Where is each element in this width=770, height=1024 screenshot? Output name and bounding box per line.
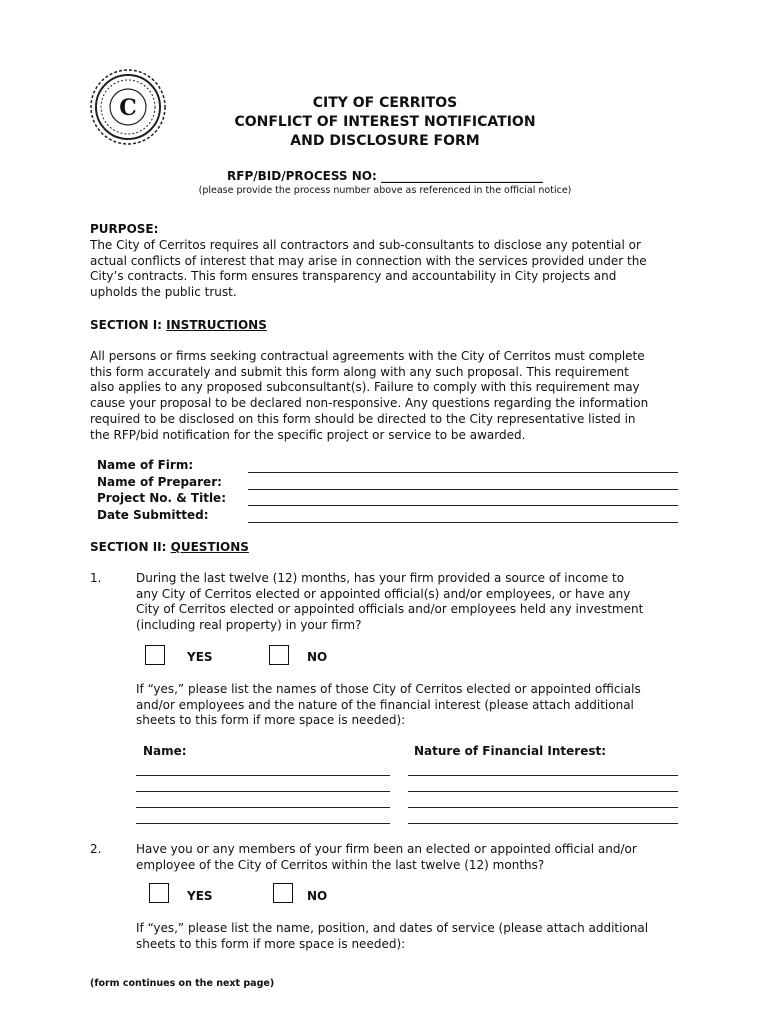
form-title-line2: CONFLICT OF INTEREST NOTIFICATION	[234, 114, 536, 130]
q1-interest-field-1[interactable]	[408, 775, 678, 776]
section1-heading: SECTION I: INSTRUCTIONS	[90, 318, 267, 332]
q1-no-label: NO	[307, 650, 328, 664]
q1-yes-checkbox[interactable]	[145, 645, 165, 665]
q1-name-column-label: Name:	[143, 744, 187, 758]
q2-no-label: NO	[307, 889, 328, 903]
purpose-text: The City of Cerritos requires all contractors and sub-consultants to disclose any potential or actual conflicts of interest that may arise in connection with the services provided under the City’s contracts. This form ensures transparency and accountability in City projects and upholds the public trust.	[90, 238, 647, 300]
section2-heading: SECTION II: QUESTIONS	[90, 540, 249, 554]
rfp-process-number-field[interactable]: RFP/BID/PROCESS NO: ___________________________	[227, 169, 543, 183]
q1-name-field-2[interactable]	[136, 791, 390, 792]
q2-text: Have you or any members of your firm been an elected or appointed official and/or employee of the City of Cerritos within the last twelve (12) months?	[136, 842, 637, 872]
purpose-heading: PURPOSE:	[90, 222, 159, 236]
q2-yes-checkbox[interactable]	[149, 883, 169, 903]
seal-letter: C	[119, 95, 137, 121]
q1-followup-text: If “yes,” please list the names of those City of Cerritos elected or appointed officials and/or employees and the nature of the financial interest (please attach additional sheets to this form if more space is needed):	[136, 682, 641, 728]
firm-name-field[interactable]	[248, 472, 678, 473]
city-seal-logo	[88, 67, 168, 147]
q1-interest-field-3[interactable]	[408, 807, 678, 808]
firm-name-label: Name of Firm:	[97, 458, 194, 472]
form-continues-note: (form continues on the next page)	[90, 978, 275, 989]
q1-name-field-3[interactable]	[136, 807, 390, 808]
date-submitted-field[interactable]	[248, 522, 678, 523]
q1-interest-field-2[interactable]	[408, 791, 678, 792]
q1-text: During the last twelve (12) months, has your firm provided a source of income to any City of Cerritos elected or appointed official(s) and/or employees, or have any City of Cerritos elected or appointed officials and/or employees held any investment (including real property) in your firm?	[136, 571, 644, 633]
project-title-label: Project No. & Title:	[97, 491, 226, 505]
q2-yes-label: YES	[187, 889, 213, 903]
q2-followup-text: If “yes,” please list the name, position, and dates of service (please attach additional sheets to this form if more space is needed):	[136, 921, 649, 951]
rfp-note: (please provide the process number above as referenced in the official notice)	[198, 185, 572, 196]
instructions-text: All persons or firms seeking contractual agreements with the City of Cerritos must complete this form accurately and submit this form along with any such proposal. This requirement also applies to any proposed subconsultant(s). Failure to comply with this requirement may cause your proposal to be declared non-responsive. Any questions regarding the information required to be disclosed on this form should be directed to the City representative listed in the RFP/bid notification for the specific project or service to be awarded.	[90, 349, 649, 442]
form-title-line3: AND DISCLOSURE FORM	[290, 133, 480, 149]
q2-no-checkbox[interactable]	[273, 883, 293, 903]
q1-name-field-4[interactable]	[136, 823, 390, 824]
project-title-field[interactable]	[248, 505, 678, 506]
q1-interest-field-4[interactable]	[408, 823, 678, 824]
q1-number: 1.	[90, 571, 102, 585]
q2-number: 2.	[90, 842, 102, 856]
q1-yes-label: YES	[187, 650, 213, 664]
preparer-name-field[interactable]	[248, 489, 678, 490]
q1-interest-column-label: Nature of Financial Interest:	[414, 744, 607, 758]
form-title-line1: CITY OF CERRITOS	[312, 95, 458, 111]
preparer-name-label: Name of Preparer:	[97, 475, 222, 489]
date-submitted-label: Date Submitted:	[97, 508, 209, 522]
q1-no-checkbox[interactable]	[269, 645, 289, 665]
q1-name-field-1[interactable]	[136, 775, 390, 776]
